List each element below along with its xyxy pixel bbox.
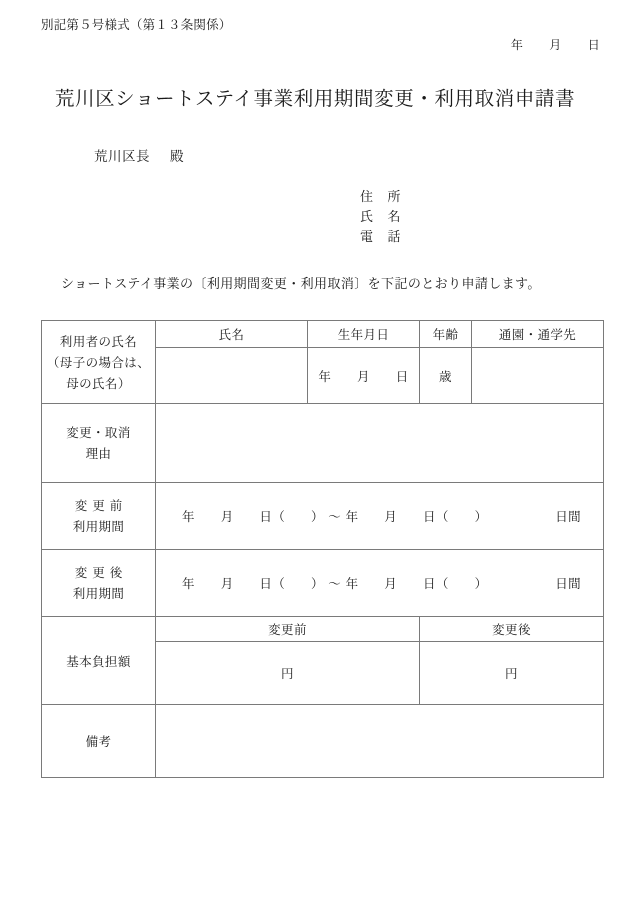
table-row-period-before — [42, 483, 604, 550]
addressee — [94, 145, 184, 165]
user-name-label-line2: （母子の場合は、 — [46, 354, 151, 370]
period-before-end: 年 月 日（ ） — [345, 509, 488, 524]
application-statement: ショートステイ事業の〔利用期間変更・利用取消〕を下記のとおり申請します。 — [61, 277, 541, 292]
header-cell-birthdate: 生年月日 — [308, 321, 420, 348]
table-row-fee-headers — [42, 617, 604, 642]
remarks-label-cell: 備考 — [42, 705, 156, 778]
applicant-address-label-1: 住 — [360, 190, 374, 205]
applicant-phone-label-1: 電 — [360, 230, 374, 245]
period-after-tilde: ～ — [328, 576, 342, 591]
addressee-name: 荒川区長 — [94, 149, 150, 165]
reason-label — [42, 422, 155, 464]
addressee-honorific: 殿 — [170, 149, 184, 165]
period-after-end: 年 月 日（ ） — [345, 576, 488, 591]
fee-after-yen-unit: 円 — [505, 666, 518, 681]
applicant-address-label-2: 所 — [387, 190, 402, 205]
header-cell-age: 年齢 — [420, 321, 472, 348]
table-row-period-after — [42, 550, 604, 617]
period-before-label-line1: 変更前 — [74, 498, 128, 513]
period-after-label-cell — [42, 550, 156, 617]
form-number: 別記第５号様式（第１３条関係） — [41, 17, 232, 32]
period-after-label-line2: 利用期間 — [72, 586, 125, 601]
applicant-name-label-2: 名 — [387, 210, 402, 225]
input-cell-period-before[interactable] — [156, 483, 604, 550]
applicant-phone-row — [360, 228, 401, 248]
input-cell-age[interactable]: 歳 — [420, 348, 472, 404]
input-cell-reason[interactable] — [156, 404, 604, 483]
header-date-day: 日 — [587, 38, 600, 52]
period-before-label — [42, 495, 155, 537]
input-cell-period-after[interactable] — [156, 550, 604, 617]
reason-label-line2: 理由 — [85, 446, 112, 461]
applicant-name-row — [360, 208, 401, 228]
header-cell-fee-after: 変更後 — [420, 617, 604, 642]
reason-label-line1: 変更・取消 — [66, 425, 131, 440]
period-after-start: 年 月 日（ ） — [182, 576, 324, 591]
period-after-line — [156, 574, 603, 592]
input-cell-birthdate[interactable]: 年 月 日 — [308, 348, 420, 404]
user-name-label — [42, 331, 155, 394]
reason-label-cell — [42, 404, 156, 483]
applicant-phone-label-2: 話 — [387, 230, 402, 245]
period-after-days-unit: 日間 — [555, 576, 581, 591]
input-cell-remarks[interactable] — [156, 705, 604, 778]
table-row-reason — [42, 404, 604, 483]
period-after-label — [42, 562, 155, 604]
user-name-label-cell — [42, 321, 156, 404]
table-row-user-headers — [42, 321, 604, 348]
fee-before-yen-unit: 円 — [281, 666, 294, 681]
input-cell-fee-after[interactable] — [420, 642, 604, 705]
period-before-tilde: ～ — [328, 509, 342, 524]
period-before-line — [156, 507, 603, 525]
header-date-year: 年 — [510, 38, 524, 52]
page-title: 荒川区ショートステイ事業利用期間変更・利用取消申請書 — [54, 87, 576, 110]
fee-label-cell: 基本負担額 — [42, 617, 156, 705]
user-name-label-line1: 利用者の氏名 — [59, 333, 138, 349]
input-cell-fee-before[interactable] — [156, 642, 420, 705]
input-cell-user-name[interactable] — [156, 348, 308, 404]
header-date-line — [511, 36, 600, 53]
header-cell-fee-before: 変更前 — [156, 617, 420, 642]
header-cell-name: 氏名 — [156, 321, 308, 348]
user-name-label-line3: 母の氏名） — [66, 375, 131, 391]
header-cell-school: 通園・通学先 — [472, 321, 604, 348]
applicant-address-row — [360, 188, 401, 208]
period-before-label-line2: 利用期間 — [72, 519, 125, 534]
applicant-name-label-1: 氏 — [360, 210, 374, 225]
period-before-start: 年 月 日（ ） — [182, 509, 324, 524]
period-before-days-unit: 日間 — [555, 509, 581, 524]
applicant-info-block — [360, 188, 401, 248]
header-date-month: 月 — [549, 38, 562, 52]
period-before-label-cell — [42, 483, 156, 550]
period-after-label-line1: 変更後 — [74, 565, 128, 580]
table-row-remarks — [42, 705, 604, 778]
application-form-table — [41, 320, 604, 778]
input-cell-school[interactable] — [472, 348, 604, 404]
